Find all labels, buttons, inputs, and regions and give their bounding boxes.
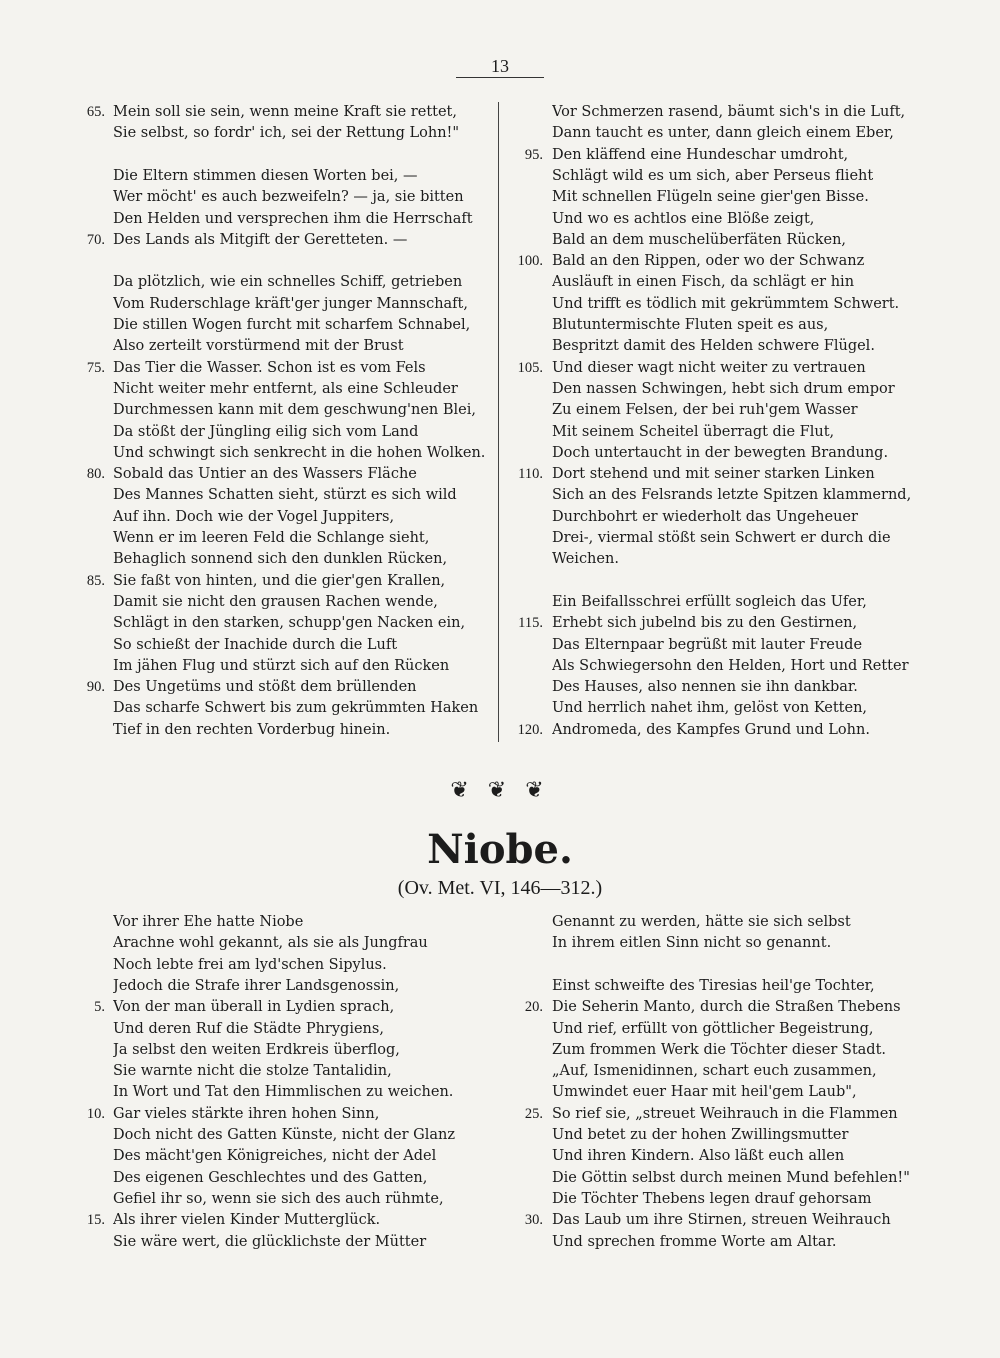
verse-line: Den Helden und versprechen ihm die Herrschaft	[113, 210, 473, 227]
line-number: 75.	[86, 359, 105, 376]
line-number: 25.	[524, 1105, 543, 1122]
verse-line: Damit sie nicht den grausen Rachen wende,	[113, 593, 438, 610]
verse-line: Des Hauses, also nennen sie ihn dankbar.	[552, 679, 858, 696]
verse-line: Ein Beifallsschrei erfüllt sogleich das Ufer,	[552, 593, 867, 610]
page-number: 13	[491, 56, 509, 76]
line-number: 80.	[86, 466, 105, 483]
verse-line: Weichen.	[552, 551, 619, 568]
verse-line: Tief in den rechten Vorderbug hinein.	[113, 721, 391, 738]
verse-line: Gefiel ihr so, wenn sie sich des auch rühmte,	[113, 1190, 444, 1207]
verse-line: Die Göttin selbst durch meinen Mund befehlen!"	[552, 1169, 910, 1186]
verse-line: In Wort und Tat den Himmlischen zu weichen.	[113, 1084, 454, 1101]
verse-line: Bespritzt damit des Helden schwere Flügel.	[552, 338, 875, 355]
verse-line: Behaglich sonnend sich den dunklen Rücken,	[113, 551, 448, 568]
line-number: 100.	[517, 253, 543, 270]
verse-line: Das Tier die Wasser. Schon ist es vom Fels	[113, 359, 426, 376]
verse-line: Bald an den Rippen, oder wo der Schwanz	[552, 253, 865, 270]
verse-line	[552, 955, 942, 976]
verse-line: Ausläuft in einen Fisch, da schlägt er hin	[552, 274, 855, 291]
verse-line: Das Laub um ihre Stirnen, streuen Weihrauch	[552, 1212, 891, 1229]
verse-line: Sie selbst, so fordr' ich, sei der Rettung Lohn!"	[113, 125, 460, 142]
verse-line: Noch lebte frei am lyd'schen Sipylus.	[113, 956, 387, 973]
verse-line	[552, 571, 942, 592]
line-number: 85.	[86, 572, 105, 589]
line-number: 95.	[524, 146, 543, 163]
verse-line: Durchmessen kann mit dem geschwung'nen Blei,	[113, 402, 476, 419]
line-number: 5.	[94, 999, 105, 1016]
verse-line: Ja selbst den weiten Erdkreis überflog,	[113, 1041, 400, 1058]
verse-line: Wer möcht' es auch bezweifeln? — ja, sie bitten	[113, 189, 464, 206]
verse-line: Also zerteilt vorstürmend mit der Brust	[113, 338, 404, 355]
line-number: 70.	[86, 231, 105, 248]
verse-line: Sobald das Untier an des Wassers Fläche	[113, 466, 417, 483]
verse-line	[113, 251, 493, 272]
page-number-rule	[456, 77, 544, 78]
line-number: 10.	[86, 1105, 105, 1122]
verse-line: Und sprechen fromme Worte am Altar.	[552, 1233, 837, 1250]
verse-line: Arachne wohl gekannt, als sie als Jungfrau	[113, 935, 428, 952]
verse-line: Und wo es achtlos eine Blöße zeigt,	[552, 210, 815, 227]
verse-line: Den kläffend eine Hundeschar umdroht,	[552, 146, 849, 163]
verse-line: Sie warnte nicht die stolze Tantalidin,	[113, 1063, 392, 1080]
verse-line: Dann taucht es unter, dann gleich einem Eber,	[552, 125, 894, 142]
verse-line: Genannt zu werden, hätte sie sich selbst	[552, 914, 851, 930]
verse-line: Als ihrer vielen Kinder Mutterglück.	[113, 1212, 381, 1229]
verse-line	[113, 145, 493, 166]
verse-line: Des eigenen Geschlechtes und des Gatten,	[113, 1169, 428, 1186]
verse-line: Vor Schmerzen rasend, bäumt sich's in die Luft,	[552, 104, 906, 120]
line-number: 110.	[518, 466, 543, 483]
verse-line: Und herrlich nahet ihm, gelöst von Ketten,	[552, 700, 868, 717]
verse-line: Auf ihn. Doch wie der Vogel Juppiters,	[113, 508, 395, 525]
verse-line: Und schwingt sich senkrecht in die hohen Wolken.	[113, 444, 486, 461]
verse-line: Und trifft es tödlich mit gekrümmtem Schwert.	[552, 295, 900, 312]
verse-line: Zu einem Felsen, der bei ruh'gem Wasser	[552, 402, 858, 419]
line-number: 15.	[86, 1212, 105, 1229]
verse-line: Des Mannes Schatten sieht, stürzt es sich wild	[113, 487, 457, 504]
poem-source: (Ov. Met. VI, 146—312.)	[397, 877, 603, 899]
verse-line: Im jähen Flug und stürzt sich auf den Rücken	[113, 657, 450, 674]
verse-line: Jedoch die Strafe ihrer Landsgenossin,	[113, 977, 400, 994]
verse-line: Und dieser wagt nicht weiter zu vertrauen	[552, 359, 866, 376]
verse-line: Mit seinem Scheitel überragt die Flut,	[552, 423, 835, 440]
verse-line: Wenn er im leeren Feld die Schlange sieht,	[113, 530, 430, 546]
verse-line: Doch untertaucht in der bewegten Brandung.	[552, 444, 889, 461]
verse-line: Die Eltern stimmen diesen Worten bei, —	[113, 167, 418, 184]
verse-line: Nicht weiter mehr entfernt, als eine Schleuder	[113, 380, 458, 397]
verse-line: Die Töchter Thebens legen drauf gehorsam	[552, 1190, 872, 1207]
verse-line: Drei-, viermal stößt sein Schwert er durch die	[552, 530, 891, 546]
verse-line: Schlägt in den starken, schupp'gen Nacken ein,	[113, 615, 466, 632]
verse-line: In ihrem eitlen Sinn nicht so genannt.	[552, 935, 832, 952]
verse-line: Einst schweifte des Tiresias heil'ge Tochter,	[552, 977, 875, 994]
verse-line: Durchbohrt er wiederholt das Ungeheuer	[552, 508, 858, 525]
verse-line: Da plötzlich, wie ein schnelles Schiff, getrieben	[113, 274, 463, 291]
verse-line: Mein soll sie sein, wenn meine Kraft sie rettet,	[113, 104, 457, 120]
verse-line: Das Elternpaar begrüßt mit lauter Freude	[552, 636, 863, 653]
verse-line: Da stößt der Jüngling eilig sich vom Land	[113, 423, 419, 440]
verse-line: Das scharfe Schwert bis zum gekrümmten Haken	[113, 700, 479, 717]
verse-line: Schlägt wild es um sich, aber Perseus flieht	[552, 167, 874, 184]
verse-line: Umwindet euer Haar mit heil'gem Laub",	[552, 1084, 857, 1101]
ornament-divider: ❦ ❦ ❦	[450, 778, 550, 803]
verse-line: Den nassen Schwingen, hebt sich drum empor	[552, 380, 895, 397]
line-number: 120.	[517, 721, 543, 738]
verse-line: Vor ihrer Ehe hatte Niobe	[113, 914, 304, 930]
line-number: 105.	[517, 359, 543, 376]
verse-line: So rief sie, „streuet Weihrauch in die Flammen	[552, 1105, 898, 1122]
line-number: 30.	[524, 1212, 543, 1229]
verse-line: Des mächt'gen Königreiches, nicht der Adel	[113, 1148, 437, 1165]
line-number: 115.	[518, 615, 543, 632]
verse-line: Sich an des Felsrands letzte Spitzen klammernd,	[552, 487, 912, 504]
verse-line: Zum frommen Werk die Töchter dieser Stadt.	[552, 1041, 887, 1058]
verse-line: Von der man überall in Lydien sprach,	[113, 999, 395, 1016]
verse-line: Bald an dem muschelüberfäten Rücken,	[552, 231, 847, 248]
verse-line: Und betet zu der hohen Zwillingsmutter	[552, 1127, 849, 1143]
verse-line: Und ihren Kindern. Also läßt euch allen	[552, 1148, 845, 1165]
verse-line: Blutuntermischte Fluten speit es aus,	[552, 317, 829, 333]
verse-line: Des Lands als Mitgift der Geretteten. —	[113, 231, 408, 248]
line-number: 65.	[86, 104, 105, 120]
verse-line: Andromeda, des Kampfes Grund und Lohn.	[552, 721, 870, 738]
verse-line: Mit schnellen Flügeln seine gier'gen Bisse.	[552, 189, 869, 206]
verse-line: Des Ungetüms und stößt dem brüllenden	[113, 679, 417, 696]
verse-line: „Auf, Ismenidinnen, schart euch zusammen,	[552, 1063, 877, 1080]
line-number: 90.	[86, 679, 105, 696]
verse-line: Die stillen Wogen furcht mit scharfem Schnabel,	[113, 317, 471, 333]
verse-line: Doch nicht des Gatten Künste, nicht der Glanz	[113, 1127, 455, 1143]
verse-line: So schießt der Inachide durch die Luft	[113, 636, 398, 653]
line-number: 20.	[524, 999, 543, 1016]
verse-line: Sie faßt von hinten, und die gier'gen Krallen,	[113, 572, 446, 589]
verse-line: Als Schwiegersohn den Helden, Hort und Retter	[552, 657, 909, 674]
verse-line: Vom Ruderschlage kräft'ger junger Mannschaft,	[113, 295, 468, 312]
verse-line: Die Seherin Manto, durch die Straßen Thebens	[552, 999, 901, 1016]
verse-line: Sie wäre wert, die glücklichste der Mütter	[113, 1233, 427, 1250]
verse-line: Dort stehend und mit seiner starken Linken	[552, 466, 875, 483]
poem-title: Niobe.	[427, 826, 573, 873]
column-divider	[498, 102, 499, 742]
verse-line: Erhebt sich jubelnd bis zu den Gestirnen,	[552, 615, 858, 632]
verse-line: Und deren Ruf die Städte Phrygiens,	[113, 1020, 384, 1037]
verse-line: Und rief, erfüllt von göttlicher Begeistrung,	[552, 1020, 874, 1037]
verse-line: Gar vieles stärkte ihren hohen Sinn,	[113, 1105, 380, 1122]
